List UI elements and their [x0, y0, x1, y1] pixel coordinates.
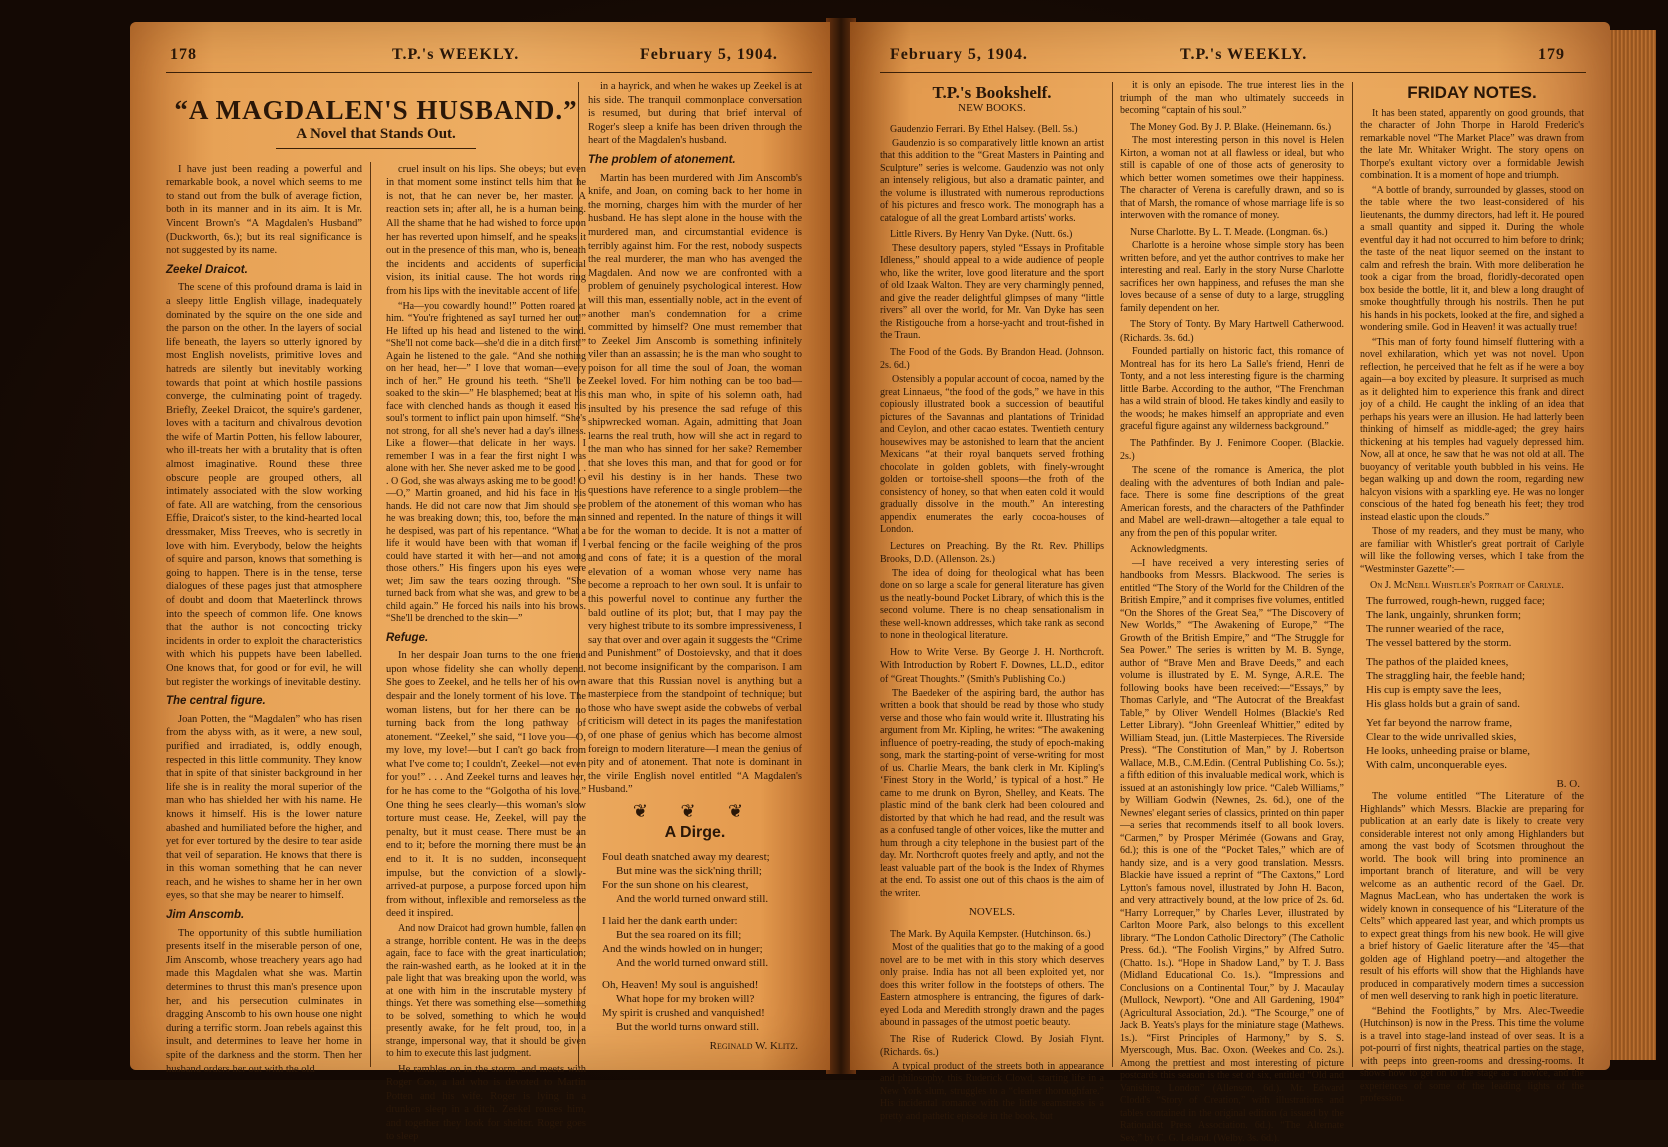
article-subtitle: A Novel that Stands Out. [296, 126, 456, 142]
section-heading: The central figure. [166, 695, 266, 708]
poem-line: With calm, unconquerable eyes. [1366, 758, 1507, 771]
poem-line: My spirit is crushed and vanquished! [602, 1007, 765, 1020]
right-page [850, 22, 1610, 1144]
column-divider [1352, 82, 1353, 1067]
book-entry-body: The scene of the romance is America, the plot dealing with the adventures of both Indian and pale-face. There is some fine descriptions of the great American forests, and the characters of the Pathfinder and Mabel are well-drawn—altogether a tale equal to any from the pen of this popular writer. [1120, 465, 1344, 539]
book-entry-body: A typical product of the streets both in appearance and philosophy, this Ruderick Clowd, starting life in a New York slum, struggles to a “cleaner thoroughfare.” His incidental romance with the little seamstress is a pretty and pathetic episode in the book, but [880, 1060, 1104, 1122]
book-entry-heading: The Food of the Gods. By Brandon Head. (Johnson. 2s. 6d.) [880, 346, 1104, 372]
poem-line: Foul death snatched away my dearest; [602, 851, 770, 864]
left-col-1 [166, 80, 586, 1146]
book-entry-body: Ostensibly a popular account of cocoa, named by the great Linnaeus, “the food of the gods,” we have in this copiously illustrated book a succession of beautiful pictures of the Savannas and plantations of Trinidad and Ceylon, and other cacao estates. Twentieth century housewives may be astonished to learn that the ancient Mexicans “at their royal banquets served frothing chocolate in golden goblets, with finely-wrought golden or tortoise-shell spoons—the froth of the consistency of honey, so that when eaten cold it would gradually dissolve in the mouth.” An interesting appendix enumerates the early cocoa-houses of London. [880, 374, 1104, 536]
right-col-3 [1360, 80, 1584, 1108]
poem-signature: B. O. [1556, 777, 1580, 790]
poem-line: Clear to the wide unrivalled skies, [1366, 730, 1517, 743]
paragraph: “Behind the Footlights,” by Mrs. Alec-Tweedie (Hutchinson) is now in the Press. This time the volume is a travel into stage-land instead of over seas. It is a pot-pourri of first nights, theatrical parties on the stage, with peeps into green-rooms and dressing-rooms. It shows how to get on to the stage as a novice, and the experiences of some of the leading lights of the profession. [1360, 1005, 1584, 1105]
acknowledgments-heading: Acknowledgments. [1130, 544, 1208, 556]
poem-line: For the sun shone on his clearest, [602, 879, 749, 892]
left-col-3 [588, 80, 802, 1054]
poem-title: A Dirge. [664, 824, 726, 842]
poem-line: The vessel battered by the storm. [1366, 636, 1512, 649]
paragraph: in a hayrick, and when he wakes up Zeekel is at his side. The tranquil commonplace conversation is resumed, but during that brief interval of Roger's sleep a knife has been driven through the heart of the Magdalen's husband. [588, 81, 802, 147]
book-entry-body: Gaudenzio is so comparatively little known an artist that this addition to the “Great Masters in Painting and Sculpture” series is welcome. Gaudenzio was not only an intensely religious, but also a dramatic painter, and the volume is illustrated with numerous reproductions of his pictures and fresco work. The monograph has a catalogue of all the great Lombard artists' works. [880, 137, 1104, 224]
poem [602, 850, 802, 1034]
poem-line: And the world turned onward still. [616, 957, 769, 970]
poem-line: I laid her the dank earth under: [602, 915, 738, 928]
ornament-divider: ❦ ❦ ❦ [632, 800, 758, 821]
paragraph: The scene of this profound drama is laid in a sleepy little English village, inadequately dominated by the squire on the one side and the parson on the other. In the layers of social life beneath, the layers so utterly ignored by most English novelists, primitive loves and hatreds are silently but inevitably working towards that point at which hostile passions converge, the culminating point of tragedy. Briefly, Zeekel Draicot, the squire's gardener, loves with a taciturn and chivalrous devotion the wife of Martin Potten, his fellow labourer, who ill-treats her with a brutality that is often almost imaginative. Round these three obscure people are grouped others, all intimately associated with the slow working of fate. All are watching, from the censorious Effie, Draicot's sister, to the kind-hearted local dressmaker, Miss Treeves, who is secretly in love with him. Everybody, below the heights of squire and parson, knows that something is going to happen. There is in the tense, terse dialogues of these pages just that atmosphere of doubt and doom that Maeterlinck throws into the speech of common life. One knows that the author is not concocting tricky incidents in order to exploit the characteristics with which his puppets have been labelled. One knows that, for good or for evil, he will but register the workings of inevitable destiny. [166, 282, 362, 688]
poem-line: The furrowed, rough-hewn, rugged face; [1366, 594, 1545, 607]
book-entry-heading: The Money God. By J. P. Blake. (Heinemann. 6s.) [1130, 121, 1332, 133]
left-page [130, 22, 830, 1143]
poem-line: But mine was the sick'ning thrill; [616, 865, 762, 878]
section-title: T.P.'s Bookshelf. [932, 83, 1052, 102]
poem-line: The straggling hair, the feeble hand; [1366, 669, 1526, 682]
book-entry-heading: Gaudenzio Ferrari. By Ethel Halsey. (Bell. 5s.) [890, 124, 1078, 136]
book-entry-heading: Nurse Charlotte. By L. T. Meade. (Longman. 6s.) [1130, 226, 1328, 238]
poem-line: But the sea roared on its fill; [616, 929, 742, 942]
title-rule [276, 148, 476, 149]
page-number: 179 [1538, 46, 1565, 63]
book-entry-body: Charlotte is a heroine whose simple story has been written before, and yet the author contrives to make her interesting and real. Early in the story Nurse Charlotte sacrifices her own happiness, and refuses the man she loves because of a sense of duty to a large, struggling family dependent on her. [1120, 240, 1344, 314]
book-entry-body: These desultory papers, styled “Essays in Profitable Idleness,” should appeal to a wide audience of people who, like the writer, love good literature and the sport of old Izaak Walton. They are very charmingly penned, and give the reader delightful glimpses of many “little rivers” all over the world, for Mr. Van Dyke has seen the Ristigouche from a horse-yacht and trout-fished in the Traun. [880, 242, 1104, 342]
paragraph: Those of my readers, and they must be many, who are familiar with Whistler's great portrait of Carlyle will like the following verses, which I take from the “Westminster Gazette”:— [1360, 526, 1584, 575]
poem-line: His glass holds but a grain of sand. [1366, 697, 1520, 710]
book-entry-body: The idea of doing for theological what has been done on so large a scale for general literature has given us the neatly-bound Pocket Library, of which this is the second volume. There is no cheap sensationalism in these well-known addresses, which take rank as second to none in theological literature. [880, 567, 1104, 642]
book-entry-heading: The Mark. By Aquila Kempster. (Hutchinson. 6s.) [890, 928, 1091, 940]
quoted-passage: “A bottle of brandy, surrounded by glasses, stood on the table where the two least-considered of his lieutenants, the dummy directors, had left it. He poured a small quantity and sipped it. During the whole eventful day it had not occurred to him before to drink; the taste of the neat liquor seemed on the instant to calm and refresh the brain. With more deliberation he took a cigar from the broad, floridly-decorated open box beside the bottle, lit it, and blew a long draught of smoke thoughtfully through his nostrils. Then he put his hands in his pockets, looked at the fire, and sighed a wondering smile. God in Heaven! it was actually true! [1360, 184, 1584, 334]
page-number: 178 [170, 46, 197, 63]
right-col-1 [880, 80, 1104, 1125]
issue-date: February 5, 1904. [890, 46, 1028, 63]
book-entry-heading: The Story of Tonty. By Mary Hartwell Catherwood. (Richards. 3s. 6d.) [1120, 319, 1344, 344]
section-heading: The problem of atonement. [588, 153, 736, 166]
book-entry-body: Founded partially on historic fact, this romance of Montreal has for its hero La Salle's friend, Henri de Tonty, and a not less interesting figure is the charming little Barbe. According to the author, “The Frenchman has a wild strain of blood. He takes kindly and easily to the woods; he makes himself an appropriate and even graceful figure against any wilderness background.” [1120, 346, 1344, 433]
poem [1366, 594, 1584, 772]
paragraph: It has been stated, apparently on good grounds, that the character of John Thorpe in Harold Frederic's remarkable novel “The Market Place” was drawn from the late Mr. Whitaker Wright. The story opens on Thorpe's exultant victory over a formidable Jewish combination. It is a moment of hope and triumph. [1360, 107, 1584, 182]
poem-line: The runner wearied of the race, [1366, 622, 1505, 635]
book-entry-heading: How to Write Verse. By George J. H. Northcroft. With Introduction by Robert F. Downes, LL.D., editor of “Great Thoughts.” (Smith's Publishing Co.) [880, 646, 1104, 685]
section-heading: Jim Anscomb. [166, 909, 245, 922]
stanza-break [602, 906, 802, 914]
section-heading: Refuge. [386, 631, 429, 644]
paragraph: Joan Potten, the “Magdalen” who has risen from the abyss with, as it were, a new soul, purified and irradiated, is, oddly enough, respected in this little community. They know that in spite of that sinister background in her life she is in reality the moral superior of the man who has shielded her with his name. He knows it himself. His is the lower nature abashed and humiliated before the higher, and yet for ever tortured by the desire to tear aside that veil of separation. He knows that there is in this woman something that he can never reach, and he wishes to shame her in her own eyes, so that she may be nearer to himself. [166, 713, 362, 902]
book-entry-heading: The Rise of Ruderick Clowd. By Josiah Flynt. (Richards. 6s.) [880, 1033, 1104, 1059]
poem-line: His cup is empty save the lees, [1366, 683, 1502, 696]
column-divider [578, 82, 579, 1067]
paragraph: He rambles on in the storm, and meets with Roger Coo, a lad who is devoted to Martin Potten and his wife. Roger is lying in a drunken sleep in a ditch. Zeekel rouses him, and together they look for shelter. Roger goes to sleep [386, 1063, 586, 1143]
paragraph: The volume entitled “The Literature of the Highlands” which Messrs. Blackie are preparing for publication at an early date is likely to create very considerable interest not only among Highlanders but among the vast body of Scotsmen throughout the world. The book will bring into prominence an important branch of literature, and will be very welcome as an authentic record of the Gael. Dr. Magnus MacLean, who has undertaken the work is widely known in consequence of his “Literature of the Celts” which appeared last year, and which prompts us to expect great things from his new book. He will give a brief history of Gaelic literature after the '45—that golden age of Highland poetry—and altogether the result of his efforts will show that the Highlands have produced in comparatively modern times a succession of men well deserving to rank high in poetic literature. [1360, 791, 1584, 1003]
paragraph: The opportunity of this subtle humiliation presents itself in the miserable person of one, Jim Anscomb, whose treachery years ago had made this Magdalen what she was. Martin determines to thrust this man's presence upon her, and his persecution culminates in dragging Anscomb to his own house one night during a terrific storm. Joan rebels against this insult, and determines to leave her home in spite of the darkness and the storm. Then her husband orders her out with the old [166, 927, 362, 1075]
quoted-passage: “Ha—you cowardly hound!” Potten roared at him. “You're frightened as sayI turned her out!” He lifted up his head and listened to the wind. “She'll not come back—she'd die in a ditch first!” Again he listened to the gale. “And she nothing on her head, her—” I love that woman—every inch of her.” He ground his teeth. “She'll be soaked to the skin—” He blasphemed; beat at his face with clenched hands as though it eased his soul's torment to inflict pain upon himself. “She's not strong, for all she's never had a day's illness. Like a flower—that delicate in her ways. I remember I was in a fear the first night I was alone with her. She never asked me to be good . . . O God, she was always asking me to be good! O—O,” Martin groaned, and hid his face in his hands. He did not care now that Jim should see he was breaking down; this, too, before the man he despised, was part of his repentance. “What a life it would have been with that woman if I could have started it with her—and not among those others.” His fingers upon his eyes were wet; Jim saw the tears oozing through. “She turned back from what she was, and grew to be a child again.” He forced his nails into his brows. “She'll be drenched to the skin—” [386, 300, 586, 625]
poem-author: Reginald W. Klitz. [709, 1040, 798, 1053]
section-heading: Zeekel Draicot. [166, 263, 248, 276]
poem-line: The lank, ungainly, shrunken form; [1366, 608, 1522, 621]
paragraph: it is only an episode. The true interest lies in the triumph of the man who ultimately succeeds in becoming “captain of his soul.” [1120, 80, 1344, 116]
book-entry-heading: Lectures on Preaching. By the Rt. Rev. Phillips Brooks, D.D. (Allenson. 2s.) [880, 540, 1104, 566]
col1-body [166, 163, 362, 1079]
section-title: FRIDAY NOTES. [1407, 83, 1537, 102]
masthead: T.P.'s WEEKLY. [392, 46, 520, 63]
book-entry-body: The Baedeker of the aspiring bard, the author has written a book that should be read by those who study verse and those who fain would write it. Illustrating his argument from Mr. Kipling, he writes: “The awakening influence of poetry-reading, the study of epoch-making song, mark the starting-point of verse-writing for most of us. Charlie Mears, the bank clerk in Mr. Kipling's ‘Finest Story in the World,’ is typical of a host.” He came to me drunk on Byron, Shelley, and Keats. The plastic mind of the bank clerk had been coloured and distorted by that which he had read, and the result was as a confused tangle of other voices, like the mutter and hum through a city telephone in the busiest part of the day. Mr. Northcroft quotes freely and aptly, and not the least valuable part of the book is the Index of Rhymes at the end. To assist one out of this chaos is the aim of the writer. [880, 687, 1104, 899]
header-rule [166, 72, 812, 73]
article-title: “A MAGDALEN'S HUSBAND.” [174, 95, 578, 125]
paragraph: cruel insult on his lips. She obeys; but even in that moment some instinct tells him that he is not, that he can never be, her master. A reaction sets in; after all, he is a human being. All the shame that he had wished to force upon her has reverted upon himself, and he speaks it out in the presence of this man, who is, beneath the incidents and accidents of superficial vision, its initial cause. The hot words ring from his lips with the inevitable accent of life: [386, 163, 586, 297]
book-entry-heading: The Pathfinder. By J. Fenimore Cooper. (Blackie. 2s.) [1120, 437, 1344, 463]
poem-line: Oh, Heaven! My soul is anguished! [602, 979, 759, 992]
poem-line: What hope for my broken will? [616, 993, 755, 1006]
quoted-passage: And now Draicot had grown humble, fallen on a strange, horrible content. He was in the deeps again, face to face with the great inarticulation; the rain-washed earth, as he looked at it in the pale light that was breaking upon the world, was at one with him in the inscrutable mystery of things. Yet there was something else—something to be solved, something to which he would presently awake, for he felt proud, too, in a strange, impersonal way, that it should be given to him to execute this last judgment. [386, 923, 586, 1059]
novels-heading: NOVELS. [968, 906, 1016, 919]
masthead: T.P.'s WEEKLY. [1180, 46, 1308, 63]
col2-body [386, 163, 586, 1146]
poem-line: Yet far beyond the narrow frame, [1366, 716, 1513, 729]
poem-line: And the winds howled on in hunger; [602, 943, 763, 956]
quoted-passage: “This man of forty found himself fluttering with a novel exhilaration, which yet was not novel. Upon reflection, he perceived that he felt as if he were a boy again—a boy excited by pleasure. It surprised as much as it delighted him to experience this frank and direct joy of a child. He caught the inkling of an idea that perhaps his years were an illusion. He had latterly been thinking of himself as middle-aged; the grey hairs thickening at his temples had vaguely depressed him. Now, all at once, he saw that he was not old at all. The buoyancy of veritable youth bubbled in his veins. He began walking up and down the room, regarding new halcyon visions with a sparkling eye. He was no longer conscious of the hated fog beneath his feet; they trod instead elastic upon the clouds.” [1360, 336, 1584, 523]
acknowledgments-body: —I have received a very interesting series of handbooks from Messrs. Blackwood. The series is entitled “The Story of the World for the Children of the British Empire,” and it comprises five volumes, entitled “On the Shores of the Great Sea,” “The Discovery of New Worlds,” “The Awakening of Europe,” “The Growth of the British Empire,” and “The Struggle for Sea Power.” The series is written by M. B. Synge, author of “Brave Men and Brave Deeds,” and each volume is illustrated by E. M. Synge, A.R.E. The following books have been received:—“Essays,” by Thomas Carlyle, and “The Autocrat of the Breakfast Table,” by Oliver Wendell Holmes (Blackie's Red Letter Library). “John Greenleaf Whittier,” edited by William Stead, jun. (Little Masterpieces. The Riverside Press). “The Constitution of Man,” by J. Robertson Wallace, M.B., C.M.Edin. (Central Publishing Co. 5s.); a fifth edition of this invaluable medical work, which is issued at an astonishingly low price. “Caleb Williams,” by William Godwin (Newnes, 2s. 6d.), one of the Newnes' elegant series of classics, printed on thin paper—a series that recommends itself to all book lovers. “Carmen,” by Prosper Mérimée (Gowans and Gray, 6d.); this is one of the “Pocket Tales,” which are of handy size, and is a very good translation. Messrs. Blackie have issued a reprint of “The Caxtons,” Lord Lytton's famous novel, illustrated by John H. Bacon, and very attractively bound, at the low price of 2s. 6d. “Harry Lorrequer,” by Charles Lever, illustrated by Carlton Moore Park, also belongs to this excellent library. “The London Catholic Directory” (The Catholic Press. 6d.). “The Foolish Virgins,” by Alfred Sutro. (Chatto. 1s.). “Hope in Shadow Land,” by T. J. Bass (Midland Educational Co. 1s.). “Impressions and Conclusions on a Continental Tour,” by J. Macaulay (Mullock, Newport). “One and All Gardening, 1904” (Agricultural Association, 2d.). “The Scourge,” one of Jack B. Yeats's plays for the miniature stage (Mathews. 1s.). “First Principles of Harmony,” by S. S. Myerscough, Mus. Bac. Oxon. (Weekes and Co. 2s.). Among the prettiest and most interesting of picture postcards this season is the set of six, entitled “Old and Vanishing London” (Allenson, 6d.). Mr. Edward Clodd's “Story of Creation,” with illustrations and tables contained in the original edition (a issued by the Rationalist Press Association. 6d.). “The Alternate Sex,” by C. G. Leland. (Welby. 3s. 6d.). [1120, 557, 1344, 1144]
intro-paragraph: I have just been reading a powerful and remarkable book, a novel which seems to me to stand out from the bulk of average fiction, both in its manner and in its aim. It is Mr. Vincent Brown's “A Magdalen's Husband” (Duckworth, 6s.); but its real significance is not suggested by its name. [166, 163, 362, 257]
book-entry-body: Most of the qualities that go to the making of a good novel are to be met with in this story which deserves only praise. India has not all been exploited yet, nor does this writer follow in the footsteps of others. The Eastern atmosphere is entrancing, the figures of dark-eyed Loda and Meredith strongly drawn and the pages abound in passages of the utmost poetic beauty. [880, 942, 1104, 1029]
right-running-head [850, 46, 1610, 70]
column-divider [1112, 82, 1113, 1067]
section-subtitle: NEW BOOKS. [958, 101, 1026, 114]
page-edges [1606, 30, 1656, 1060]
stanza-break [602, 970, 802, 978]
paragraph: Martin has been murdered with Jim Anscomb's knife, and Joan, on coming back to her home in the morning, charges him with the murder of her husband. He has slept alone in the house with the murdered man, and circumstantial evidence is terribly against him. For the rest, nobody suspects the real murderer, the man who has avenged the Magdalen. And now we are confronted with a problem of genuinely psychological interest. How will this man, essentially noble, act in the event of another man's condemnation for a crime committed by himself? One must remember that to Zeekel Jim Anscomb is something infinitely viler than an assassin; he is the man who sought to poison for all time the soul of Joan, the woman Zeekel loved. For him nothing can be too bad—this man who, in spite of his solemn oath, had insulted by his presence the sad refuge of this shipwrecked woman. Again, admitting that Joan learns the real truth, how will she act in regard to the man who has sinned for her sake? Remember that she loves this man, and that for good or for evil his destiny is in her hands. These two questions have reference to a single problem—the problem of the atonement of this woman who has sinned and repented. In the nature of things it will be for the woman to decide. It is not a matter of verbal fencing or the facile weighing of the pros and cons of fate; it is a question of the moral elevation of a woman whose very name has become a reproach to her own soul. It is unfair to this powerful novel to continue any further the bald outline of its plot; but, that I may pay the very highest tribute to its sombre impressiveness, I say that over and over again it suggests the “Crime and Punishment” of Dostoievsky, and that it does not become insignificant by the comparison. I am aware that this Russian novel is anything but a masterpiece from the standpoint of technique; but those who have swept aside the cobwebs of verbal criticism will detect in its pages the manifestation of one phase of genius which has become almost foreign to modern literature—I mean the genius of pity and of atonement. That note is dominant in the virile English novel entitled “A Magdalen's Husband.” [588, 172, 802, 796]
poem-line: The pathos of the plaided knees, [1366, 655, 1509, 668]
poem-title: On J. McNeill Whistler's Portrait of Carlyle. [1370, 580, 1564, 592]
right-col-2 [1120, 80, 1344, 1147]
column-divider [370, 162, 371, 1067]
paragraph: In her despair Joan turns to the one friend upon whose fidelity she can wholly depend. She goes to Zeekel, and he tells her of his own despair and the lonely torment of his love. The woman listens, but for her there can be no turning back from the long pathway of atonement. “Zeekel,” she said, “I love you—O, my love, my love!—but I can't go back from what I've come to; I couldn't, Zeekel—not even for you!” . . . And Zeekel turns and leaves her, for he has come to the “Golgotha of his love.” One thing he sees clearly—this woman's slow torture must cease. He, Zeekel, will pay the penalty, but it must cease. There must be an end to it; before the morning there must be an end to it. It is no sudden, inconsequent impulse, but the conviction of a slowly-arrived-at purpose, a purpose forced upon him from without, inflexible and remorseless as the deed it inspired. [386, 650, 586, 920]
book-entry-heading: Little Rivers. By Henry Van Dyke. (Nutt. 6s.) [890, 229, 1073, 241]
book-entry-body: The most interesting person in this novel is Helen Kirton, a woman not at all flawless or ideal, but who still is capable of one of those acts of generosity to which better women sometimes owe their happiness. The character of Verena is carefully drawn, and so is that of Marsh, the romance of whose marriage life is so interwoven with the romance of money. [1120, 135, 1344, 222]
poem-line: And the world turned onward still. [616, 893, 769, 906]
poem-line: He looks, unheeding praise or blame, [1366, 744, 1531, 757]
header-rule [880, 72, 1586, 73]
issue-date: February 5, 1904. [640, 46, 778, 63]
left-running-head [130, 46, 830, 70]
poem-line: But the world turns onward still. [616, 1021, 759, 1034]
